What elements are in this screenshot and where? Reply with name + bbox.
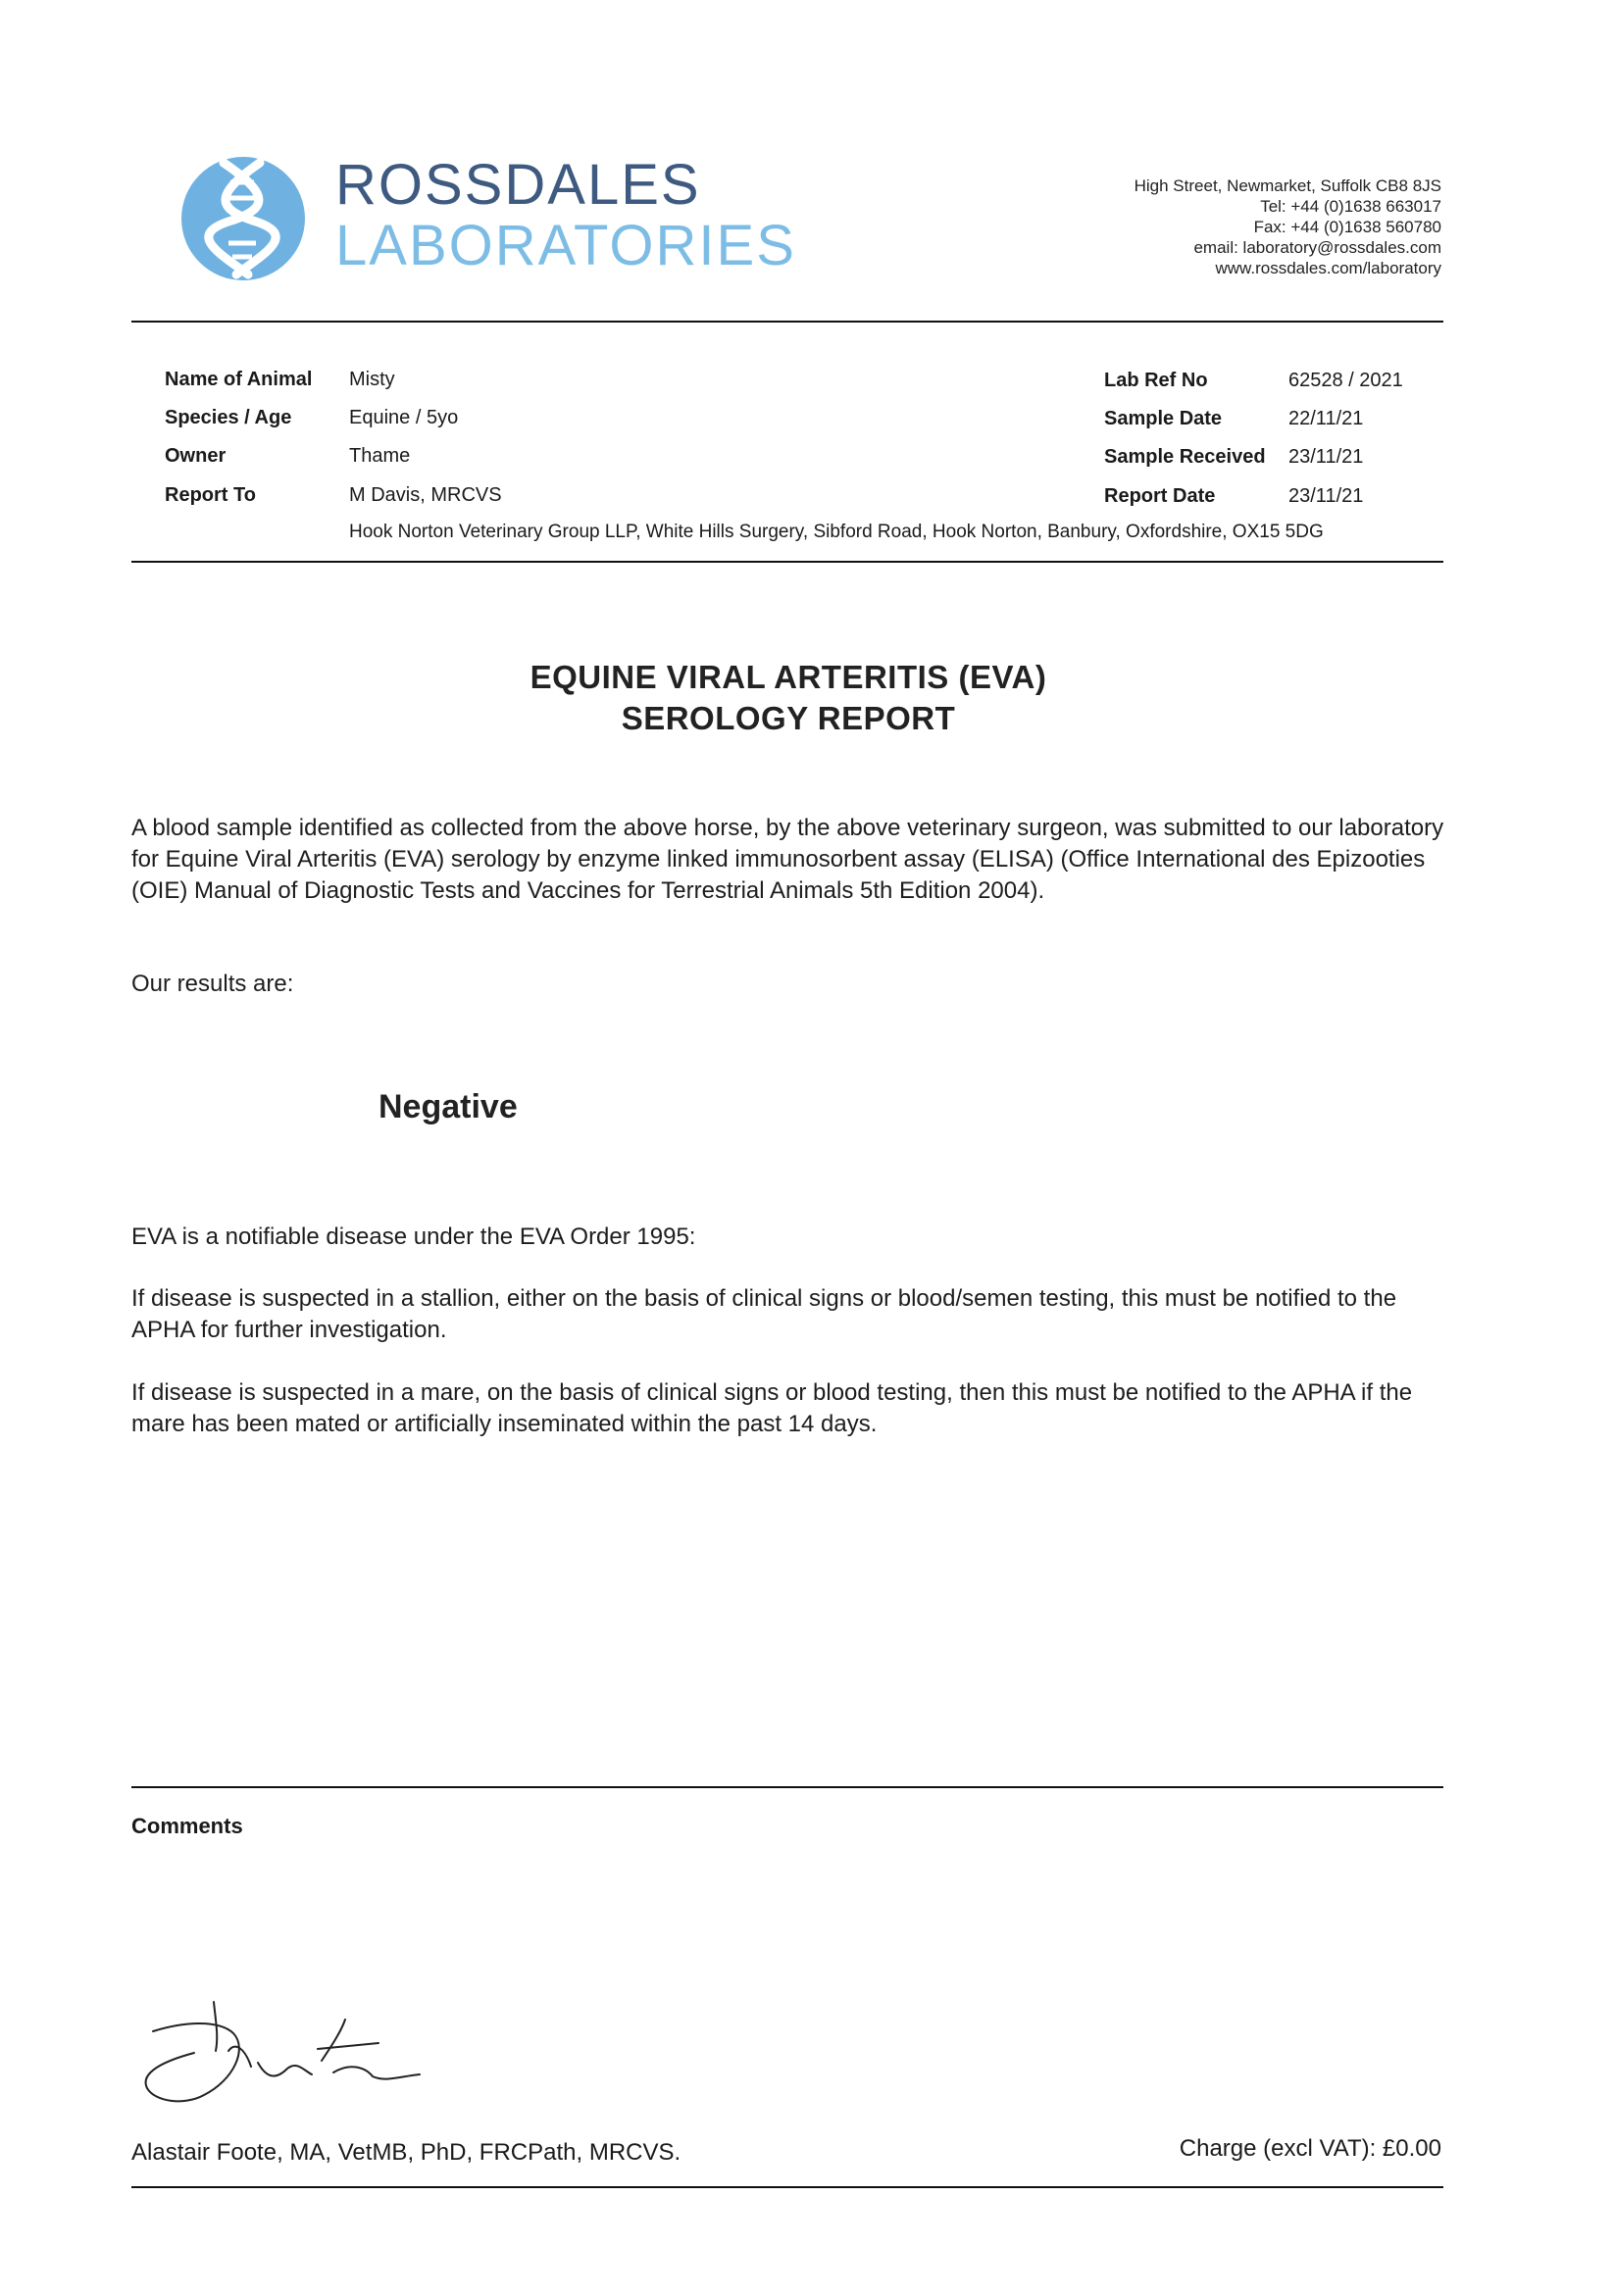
signer-name: Alastair Foote, MA, VetMB, PhD, FRCPath, MRCVS.	[131, 2139, 681, 2166]
mare-guidance: If disease is suspected in a mare, on the basis of clinical signs or blood testing, then this must be notified to the APHA if the mare has been mated or artificially inseminated within the past 14 days.	[131, 1379, 1413, 1437]
test-result: Negative	[378, 1088, 518, 1125]
stallion-guidance: If disease is suspected in a stallion, either on the basis of clinical signs or blood/semen testing, this must be notified to the APHA for further investigation.	[131, 1285, 1397, 1343]
name-of-animal-label: Name of Animal	[165, 369, 313, 390]
address-street: High Street, Newmarket, Suffolk CB8 8JS	[1134, 176, 1441, 195]
signature-image	[126, 1992, 479, 2120]
lab-address	[1135, 175, 1441, 278]
report-to-label: Report To	[165, 484, 256, 506]
sample-date-label: Sample Date	[1104, 408, 1223, 429]
sample-received-label: Sample Received	[1104, 446, 1266, 468]
address-website: www.rossdales.com/laboratory	[1215, 259, 1441, 277]
brand-name-line1: ROSSDALES	[335, 153, 701, 217]
owner-value: Thame	[349, 445, 411, 467]
intro-paragraph: A blood sample identified as collected from the above horse, by the above veterinary surgeon, was submitted to our laboratory for Equine Viral Arteritis (EVA) serology by enzyme linked immunosorbent assay (ELISA) (Office International des Epizooties (OIE) Manual of Diagnostic Tests and Vaccines for Terrestrial Animals 5th Edition 2004).	[131, 815, 1444, 904]
report-title-line1: EQUINE VIRAL ARTERITIS (EVA)	[530, 659, 1047, 695]
report-to-address: Hook Norton Veterinary Group LLP, White Hills Surgery, Sibford Road, Hook Norton, Banbury, Oxfordshire, OX15 5DG	[349, 522, 1324, 542]
brand-name-line2: LABORATORIES	[335, 214, 796, 277]
dna-helix-icon	[179, 155, 307, 282]
address-email: email: laboratory@rossdales.com	[1193, 238, 1441, 257]
name-of-animal-value: Misty	[349, 369, 395, 390]
charge-amount: Charge (excl VAT): £0.00	[1179, 2135, 1441, 2162]
report-to-value: M Davis, MRCVS	[349, 484, 502, 506]
info-divider	[131, 561, 1443, 563]
lab-ref-label: Lab Ref No	[1104, 370, 1208, 391]
header-divider	[131, 321, 1443, 323]
comments-divider	[131, 1786, 1443, 1788]
lab-ref-value: 62528 / 2021	[1288, 370, 1403, 391]
report-date-value: 23/11/21	[1288, 485, 1364, 507]
species-age-value: Equine / 5yo	[349, 407, 459, 428]
address-tel: Tel: +44 (0)1638 663017	[1260, 197, 1441, 216]
report-date-label: Report Date	[1104, 485, 1216, 507]
species-age-label: Species / Age	[165, 407, 292, 428]
footer-divider	[131, 2186, 1443, 2188]
sample-received-value: 23/11/21	[1288, 446, 1364, 468]
owner-label: Owner	[165, 445, 227, 467]
results-intro: Our results are:	[131, 971, 294, 997]
report-title-line2: SEROLOGY REPORT	[621, 700, 956, 736]
address-fax: Fax: +44 (0)1638 560780	[1253, 218, 1441, 236]
comments-label: Comments	[131, 1814, 243, 1838]
sample-date-value: 22/11/21	[1288, 408, 1364, 429]
notifiable-notice: EVA is a notifiable disease under the EVA Order 1995:	[131, 1223, 696, 1250]
